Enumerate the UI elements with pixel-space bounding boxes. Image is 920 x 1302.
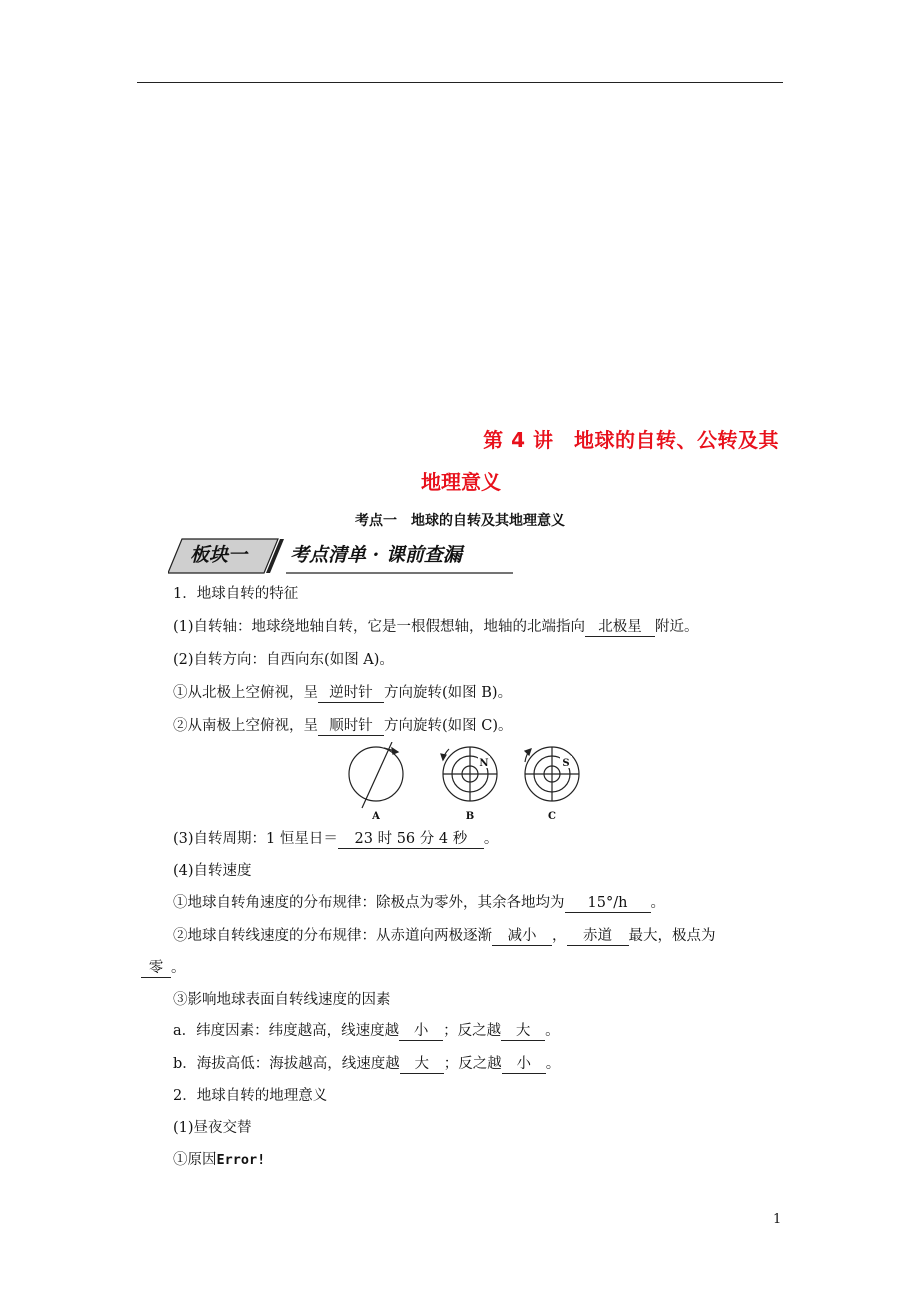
answer-blank: 顺时针 xyxy=(318,717,384,736)
para-north-view: ①从北极上空俯视，呈 逆时针 方向旋转(如图 B)。 xyxy=(173,685,513,701)
banner-left: 板块一 xyxy=(190,544,248,566)
header-rule xyxy=(137,82,783,83)
error-text: Error! xyxy=(216,1152,266,1168)
fig-label-c: C xyxy=(548,811,556,822)
para-speed: (4)自转速度 xyxy=(173,863,252,879)
para-axis: (1)自转轴：地球绕地轴自转，它是一根假想轴，地轴的北端指向 北极星 附近。 xyxy=(173,619,699,635)
rotation-diagram xyxy=(340,742,590,824)
para-direction: (2)自转方向：自西向东(如图 A)。 xyxy=(173,652,394,668)
lesson-title: 第 4 讲 地球的自转、公转及其 xyxy=(483,428,779,452)
heading-1: 1．地球自转的特征 xyxy=(173,586,299,602)
north-label: N xyxy=(479,758,489,769)
answer-blank: 减小 xyxy=(492,927,552,946)
para-daynight: (1)昼夜交替 xyxy=(173,1120,252,1136)
para-altitude: b．海拔高低：海拔越高，线速度越 大 ；反之越 小 。 xyxy=(173,1056,561,1072)
section-subtitle: 考点一 地球的自转及其地理意义 xyxy=(355,513,565,529)
para-angular: ①地球自转角速度的分布规律：除极点为零外，其余各地均为 15°/h 。 xyxy=(173,895,665,911)
answer-blank: 零 xyxy=(141,959,171,978)
answer-blank: 大 xyxy=(400,1055,444,1074)
south-label: S xyxy=(562,758,570,769)
page-number: 1 xyxy=(773,1212,782,1227)
answer-blank: 小 xyxy=(399,1022,443,1041)
answer-blank: 北极星 xyxy=(585,618,655,637)
answer-blank: 赤道 xyxy=(567,927,629,946)
figure-c xyxy=(525,747,579,801)
para-linear-cont: 零 。 xyxy=(141,958,186,978)
fig-label-b: B xyxy=(465,811,475,822)
para-latitude: a．纬度因素：纬度越高，线速度越 小 ；反之越 大 。 xyxy=(173,1023,560,1039)
figure-b xyxy=(441,747,497,801)
answer-blank: 小 xyxy=(502,1055,546,1074)
answer-blank: 15°/h xyxy=(565,894,651,913)
lesson-title-cont: 地理意义 xyxy=(421,470,501,494)
banner-right: 考点清单 · 课前查漏 xyxy=(290,544,462,566)
answer-blank: 大 xyxy=(501,1022,545,1041)
para-factors: ③影响地球表面自转线速度的因素 xyxy=(173,992,391,1008)
para-period: (3)自转周期：1 恒星日＝ 23 时 56 分 4 秒 。 xyxy=(173,831,499,847)
para-linear: ②地球自转线速度的分布规律：从赤道向两极逐渐 减小 ， 赤道 最大，极点为 xyxy=(173,928,716,944)
heading-2: 2．地球自转的地理意义 xyxy=(173,1088,328,1104)
para-south-view: ②从南极上空俯视，呈 顺时针 方向旋转(如图 C)。 xyxy=(173,718,513,734)
answer-blank: 逆时针 xyxy=(318,684,384,703)
para-cause: ①原因Error! xyxy=(173,1152,266,1168)
figure-a xyxy=(349,742,403,808)
fig-label-a: A xyxy=(372,811,380,822)
answer-blank: 23 时 56 分 4 秒 xyxy=(338,830,484,849)
